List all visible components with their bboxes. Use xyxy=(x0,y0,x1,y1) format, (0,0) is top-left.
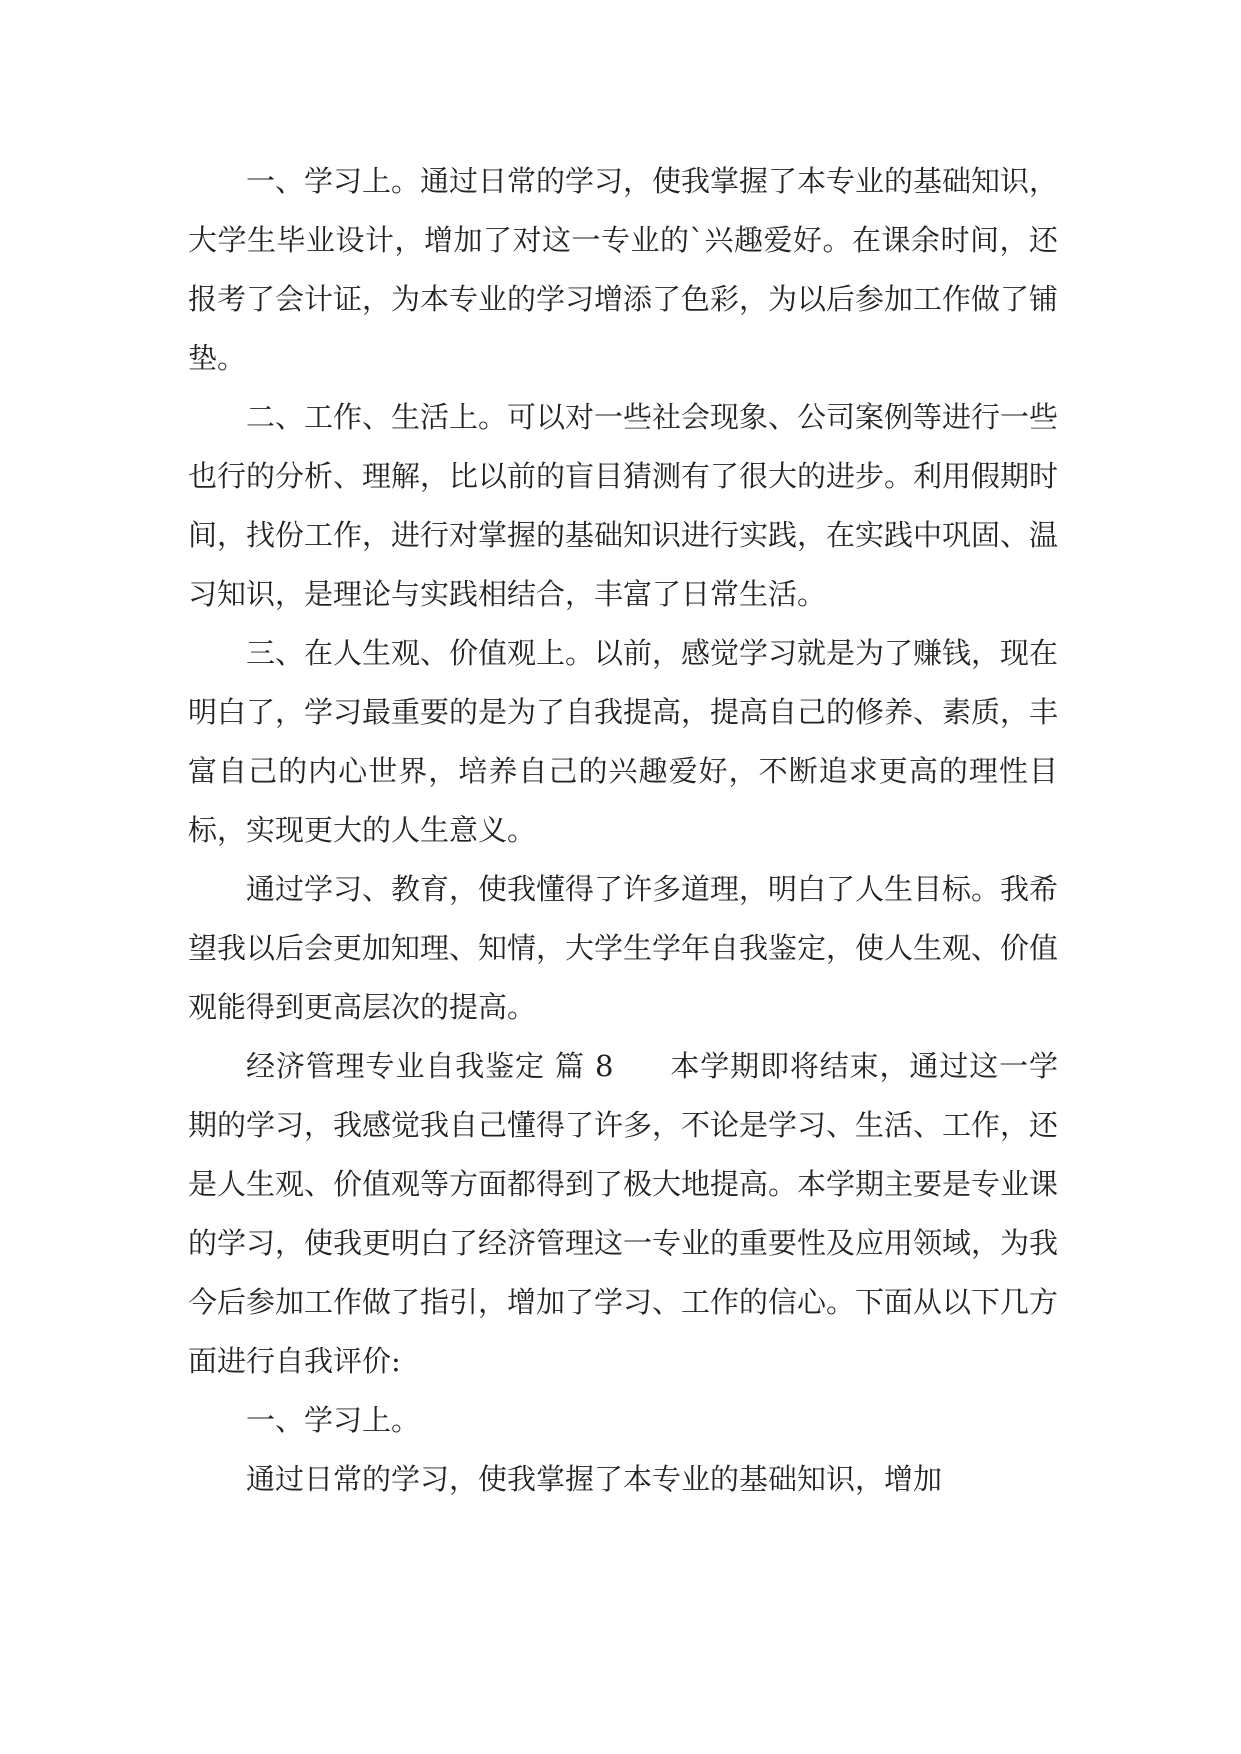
section-intro: 本学期即将结束，通过这一学期的学习，我感觉我自己懂得了许多，不论是学习、生活、工作，还是人生观、价值观等方面都得到了极大地提高。本学期主要是专业课的学习，使我更明白了经济管理这一专业的重要性及应用领域，为我今后参加工作做了指引，增加了学习、工作的信心。下面从以下几方面进行自我评价: xyxy=(188,1049,1059,1378)
paragraph-summary: 通过学习、教育，使我懂得了许多道理，明白了人生目标。我希望我以后会更加知理、知情，大学生学年自我鉴定，使人生观、价值观能得到更高层次的提高。 xyxy=(188,872,1059,1024)
section-paragraph xyxy=(188,1037,1058,1391)
section-heading: 经济管理专业自我鉴定 篇 8 xyxy=(246,1049,614,1083)
document-body xyxy=(188,152,1058,1509)
paragraph-values: 三、在人生观、价值观上。以前，感觉学习就是为了赚钱，现在明白了，学习最重要的是为了自我提高，提高自己的修养、素质，丰富自己的内心世界，培养自己的兴趣爱好，不断追求更高的理性目标，实现更大的人生意义。 xyxy=(188,636,1059,847)
closing-paragraph: 通过日常的学习，使我掌握了本专业的基础知识，增加 xyxy=(246,1462,943,1496)
subheading: 一、学习上。 xyxy=(246,1403,421,1437)
paragraph-study: 一、学习上。通过日常的学习，使我掌握了本专业的基础知识，大学生毕业设计，增加了对这一专业的`兴趣爱好。在课余时间，还报考了会计证，为本专业的学习增添了色彩，为以后参加工作做了铺垫。 xyxy=(188,164,1059,375)
paragraph-work-life: 二、工作、生活上。可以对一些社会现象、公司案例等进行一些也行的分析、理解，比以前的盲目猜测有了很大的进步。利用假期时间，找份工作，进行对掌握的基础知识进行实践，在实践中巩固、温习知识，是理论与实践相结合，丰富了日常生活。 xyxy=(188,400,1059,611)
